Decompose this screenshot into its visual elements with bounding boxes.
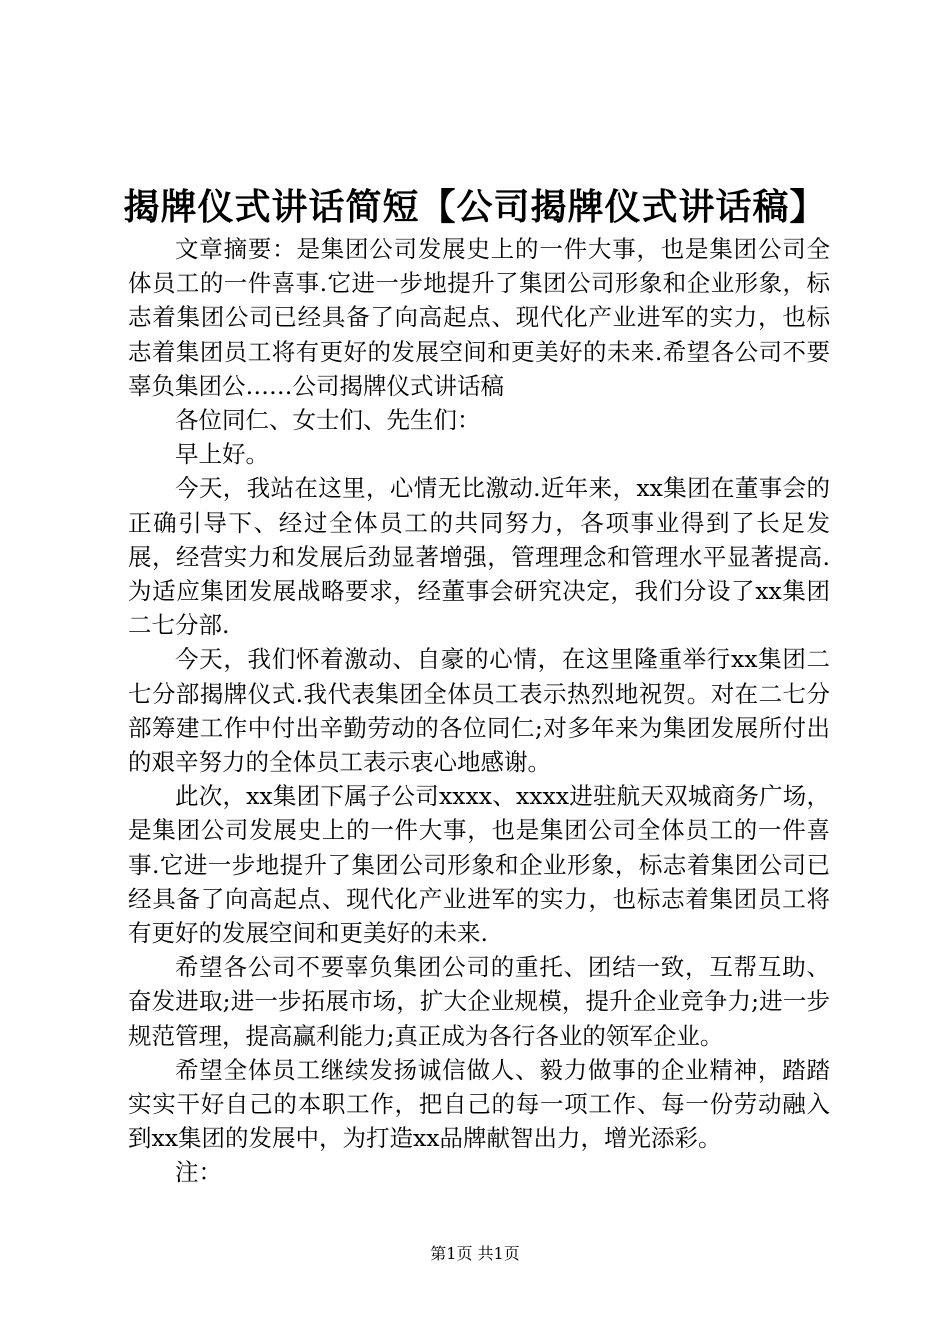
note-paragraph: 注： — [175, 1158, 222, 1187]
document-title: 揭牌仪式讲话简短【公司揭牌仪式讲话稿】 — [123, 187, 827, 228]
salutation-paragraph: 各位同仁、女士们、先生们： — [175, 406, 481, 435]
body-paragraph: 今天，我们怀着激动、自豪的心情，在这里隆重举行xx集团二七分部揭牌仪式.我代表集团全体员工表示热烈地祝贺。对在二七分部筹建工作中付出辛勤劳动的各位同仁;对多年来为集团发展所付出的艰辛努力的全体员工表示衷心地感谢。 — [128, 645, 830, 777]
body-paragraph: 此次，xx集团下属子公司xxxx、xxxx进驻航天双城商务广场，是集团公司发展史上的一件大事，也是集团公司全体员工的一件喜事.它进一步地提升了集团公司形象和企业形象，标志着集团公司已经具备了向高起点、现代化产业进军的实力，也标志着集团员工将有更好的发展空间和更美好的未来. — [128, 782, 830, 948]
abstract-paragraph: 文章摘要：是集团公司发展史上的一件大事，也是集团公司全体员工的一件喜事.它进一步地提升了集团公司形象和企业形象，标志着集团公司已经具备了向高起点、现代化产业进军的实力，也标志着集团员工将有更好的发展空间和更美好的未来.希望各公司不要辜负集团公……公司揭牌仪式讲话稿 — [128, 235, 830, 400]
page-footer: 第1页 共1页 — [430, 1244, 520, 1263]
document-body — [128, 232, 830, 1190]
greeting-paragraph: 早上好。 — [175, 440, 269, 469]
body-paragraph: 希望全体员工继续发扬诚信做人、毅力做事的企业精神，踏踏实实干好自己的本职工作，把自己的每一项工作、每一份劳动融入到xx集团的发展中，为打造xx品牌献智出力，增光添彩。 — [128, 1055, 830, 1153]
body-paragraph: 希望各公司不要辜负集团公司的重托、团结一致，互帮互助、奋发进取;进一步拓展市场，扩大企业规模，提升企业竞争力;进一步规范管理，提高赢利能力;真正成为各行各业的领军企业。 — [128, 953, 830, 1050]
body-paragraph: 今天，我站在这里，心情无比激动.近年来，xx集团在董事会的正确引导下、经过全体员工的共同努力，各项事业得到了长足发展，经营实力和发展后劲显著增强，管理理念和管理水平显著提高.为适应集团发展战略要求，经董事会研究决定，我们分设了xx集团二七分部. — [128, 474, 830, 640]
